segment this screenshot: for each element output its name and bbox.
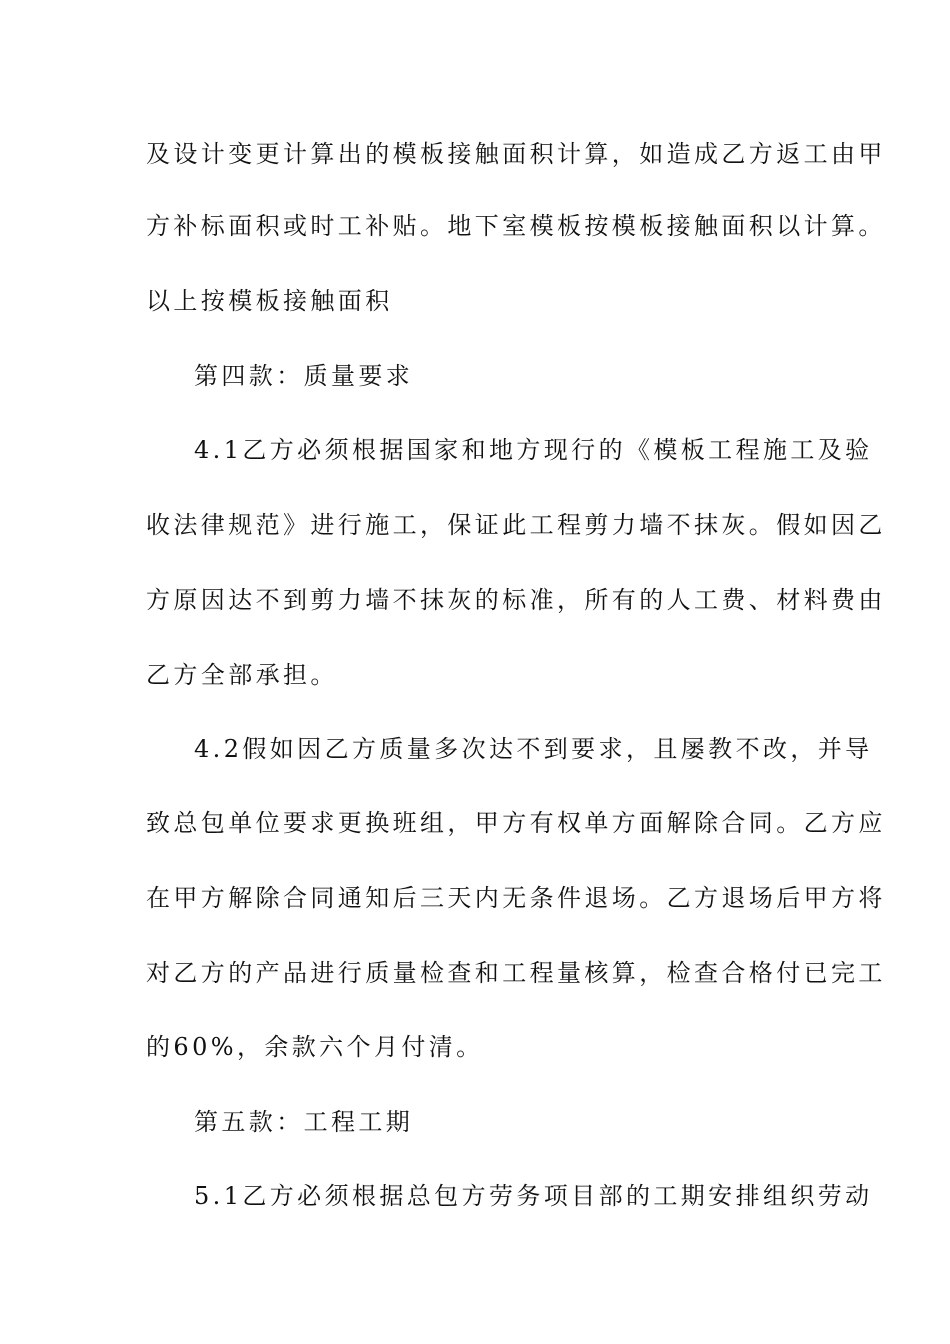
section-heading: 第四款：质量要求 <box>194 362 414 390</box>
text-line: 方补标面积或时工补贴。地下室模板按模板接触面积以计算。 <box>146 212 886 240</box>
text-line: 致总包单位要求更换班组，甲方有权单方面解除合同。乙方应 <box>146 809 886 837</box>
text-line: 的60%，余款六个月付清。 <box>146 1033 484 1061</box>
section-heading: 第五款：工程工期 <box>194 1108 414 1136</box>
text-line: 以上按模板接触面积 <box>146 287 393 315</box>
text-line: 乙方全部承担。 <box>146 661 338 689</box>
text-line: 5.1乙方必须根据总包方劳务项目部的工期安排组织劳动 <box>194 1182 873 1210</box>
text-line: 对乙方的产品进行质量检查和工程量核算，检查合格付已完工 <box>146 959 886 987</box>
text-line: 收法律规范》进行施工，保证此工程剪力墙不抹灰。假如因乙 <box>146 511 886 539</box>
text-line: 4.1乙方必须根据国家和地方现行的《模板工程施工及验 <box>194 436 873 464</box>
text-line: 及设计变更计算出的模板接触面积计算，如造成乙方返工由甲 <box>146 140 886 168</box>
text-line: 在甲方解除合同通知后三天内无条件退场。乙方退场后甲方将 <box>146 884 886 912</box>
text-line: 4.2假如因乙方质量多次达不到要求，且屡教不改，并导 <box>194 735 873 763</box>
text-line: 方原因达不到剪力墙不抹灰的标准，所有的人工费、材料费由 <box>146 586 886 614</box>
